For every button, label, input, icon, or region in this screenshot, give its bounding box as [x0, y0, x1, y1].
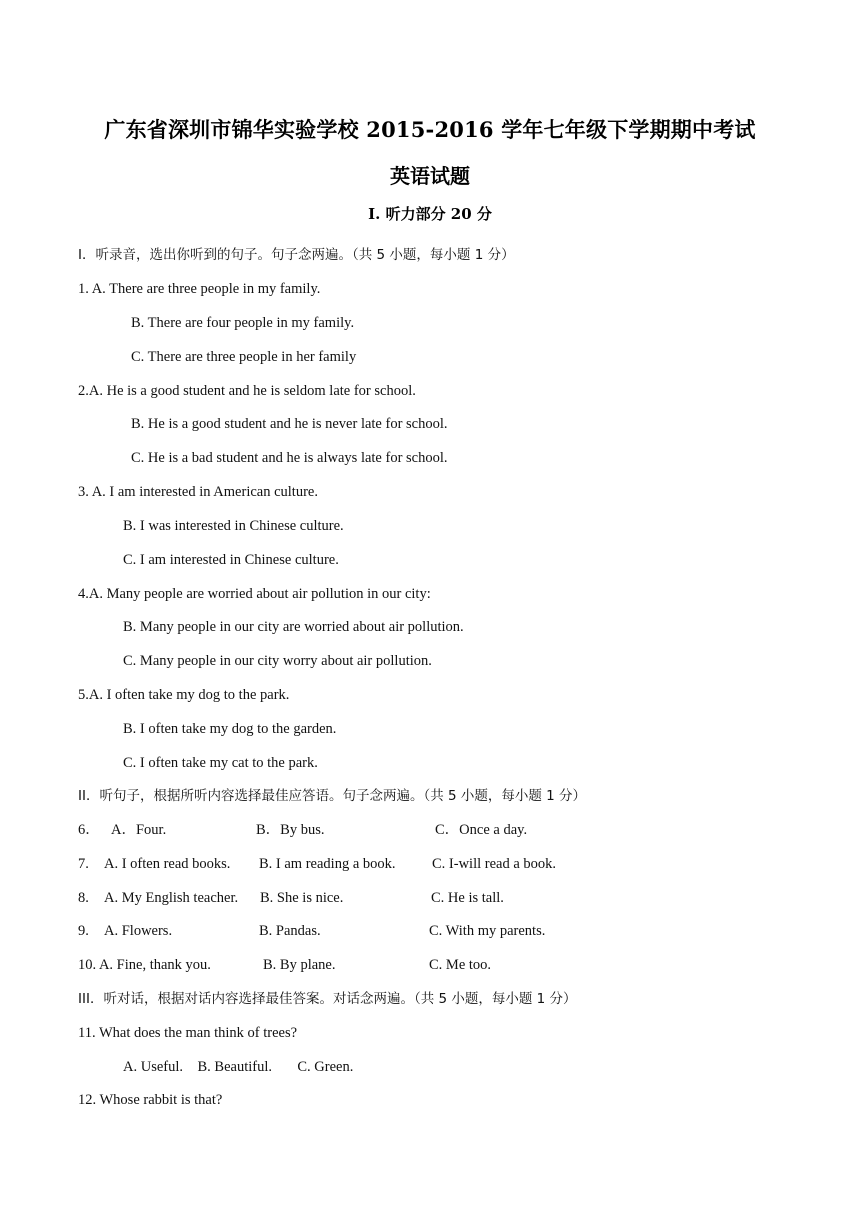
- q1-option-c: C. There are three people in her family: [131, 349, 357, 365]
- q9-option-a: A. Flowers.: [104, 923, 173, 939]
- q8-option-b: B. She is nice.: [260, 890, 344, 906]
- section2-heading: II．听句子，根据所听内容选择最佳应答语。句子念两遍。（共 5 小题，每小题 1 分）: [78, 788, 587, 804]
- q7-option-c: C. I-will read a book.: [432, 856, 557, 872]
- q10-option-b: B. By plane.: [263, 957, 336, 973]
- q8-number: 8.: [78, 890, 89, 906]
- q11-question: 11. What does the man think of trees?: [78, 1025, 298, 1041]
- q4-option-c: C. Many people in our city worry about air pollution.: [123, 653, 432, 669]
- q8-row: [0, 888, 860, 908]
- section1-heading: Ⅰ．听录音，选出你听到的句子。句子念两遍。（共 5 小题，每小题 1 分）: [78, 247, 515, 263]
- q6-option-c: C．Once a day.: [435, 822, 528, 838]
- q3-option-b: B. I was interested in Chinese culture.: [123, 518, 344, 534]
- section3-heading: III．听对话，根据对话内容选择最佳答案。对话念两遍。（共 5 小题，每小题 1 分）: [78, 991, 577, 1007]
- q6-option-b: B．By bus.: [256, 822, 325, 838]
- q7-number: 7.: [78, 856, 89, 872]
- q1-option-b: B. There are four people in my family.: [131, 315, 355, 331]
- q9-number: 9.: [78, 923, 89, 939]
- q7-option-b: B. I am reading a book.: [259, 856, 396, 872]
- q3-option-c: C. I am interested in Chinese culture.: [123, 552, 339, 568]
- q12-question: 12. Whose rabbit is that?: [78, 1092, 223, 1108]
- q10-option-a: 10. A. Fine, thank you.: [78, 957, 211, 973]
- q9-row: [0, 921, 860, 941]
- listening-part-heading: I. 听力部分 20 分: [368, 205, 492, 223]
- q5-option-c: C. I often take my cat to the park.: [123, 755, 318, 771]
- q5-option-b: B. I often take my dog to the garden.: [123, 721, 337, 737]
- q4-option-a: 4.A. Many people are worried about air pollution in our city:: [78, 586, 431, 602]
- q2-option-c: C. He is a bad student and he is always late for school.: [131, 450, 448, 466]
- q8-option-c: C. He is tall.: [431, 890, 504, 906]
- q10-row: [0, 955, 860, 975]
- q5-option-a: 5.A. I often take my dog to the park.: [78, 687, 290, 703]
- q1-option-a: 1. A. There are three people in my family.: [78, 281, 321, 297]
- q4-option-b: B. Many people in our city are worried about air pollution.: [123, 619, 464, 635]
- q6-option-a: A．Four.: [111, 822, 167, 838]
- q10-option-c: C. Me too.: [429, 957, 492, 973]
- q9-option-c: C. With my parents.: [429, 923, 546, 939]
- q6-row: [0, 820, 860, 840]
- q7-option-a: A. I often read books.: [104, 856, 231, 872]
- q8-option-a: A. My English teacher.: [104, 890, 239, 906]
- q11-options: A. Useful. B. Beautiful. C. Green.: [123, 1059, 354, 1075]
- q2-option-a: 2.A. He is a good student and he is seldom late for school.: [78, 383, 416, 399]
- q6-number: 6．: [78, 822, 100, 838]
- q7-row: [0, 854, 860, 874]
- q9-option-b: B. Pandas.: [259, 923, 321, 939]
- q3-option-a: 3. A. I am interested in American culture.: [78, 484, 318, 500]
- q2-option-b: B. He is a good student and he is never late for school.: [131, 416, 448, 432]
- exam-title: 广东省深圳市锦华实验学校 2015-2016 学年七年级下学期期中考试: [104, 117, 756, 142]
- exam-subtitle: 英语试题: [390, 164, 470, 188]
